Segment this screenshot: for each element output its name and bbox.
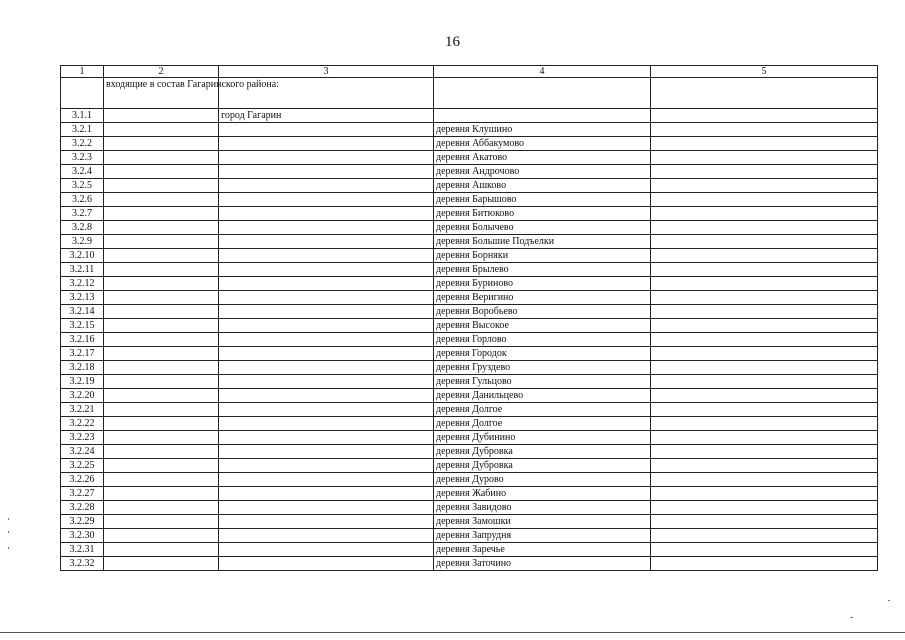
cell-col5 xyxy=(651,151,878,165)
cell-col2 xyxy=(104,277,219,291)
column-header-4: 4 xyxy=(434,66,651,78)
table-row xyxy=(61,235,878,249)
row-number: 3.2.15 xyxy=(61,319,104,333)
city-name xyxy=(219,515,434,529)
cell-col5 xyxy=(651,137,878,151)
village-name: деревня Жабино xyxy=(434,487,651,501)
table-row xyxy=(61,151,878,165)
table-row xyxy=(61,305,878,319)
village-name: деревня Городок xyxy=(434,347,651,361)
cell-col2 xyxy=(104,123,219,137)
row-number: 3.2.4 xyxy=(61,165,104,179)
row-number: 3.2.11 xyxy=(61,263,104,277)
row-number: 3.2.22 xyxy=(61,417,104,431)
village-name: деревня Завидово xyxy=(434,501,651,515)
table-row xyxy=(61,319,878,333)
column-header-3: 3 xyxy=(219,66,434,78)
village-name: деревня Акатово xyxy=(434,151,651,165)
table-row xyxy=(61,473,878,487)
city-name xyxy=(219,417,434,431)
column-number-row xyxy=(61,66,878,78)
row-number: 3.2.30 xyxy=(61,529,104,543)
city-name xyxy=(219,459,434,473)
row-number: 3.2.10 xyxy=(61,249,104,263)
cell-col2 xyxy=(104,179,219,193)
table-row xyxy=(61,193,878,207)
village-name: деревня Дубинино xyxy=(434,431,651,445)
table-row xyxy=(61,417,878,431)
cell-col2 xyxy=(104,305,219,319)
table-row xyxy=(61,459,878,473)
cell-col2 xyxy=(104,193,219,207)
cell-col5 xyxy=(651,291,878,305)
village-name: деревня Долгое xyxy=(434,417,651,431)
village-name: деревня Воробьево xyxy=(434,305,651,319)
row-number: 3.2.5 xyxy=(61,179,104,193)
row-number: 3.2.14 xyxy=(61,305,104,319)
city-name xyxy=(219,249,434,263)
city-name xyxy=(219,291,434,305)
cell-col2 xyxy=(104,361,219,375)
subheader-cell-1 xyxy=(61,78,104,109)
village-name: деревня Болычево xyxy=(434,221,651,235)
village-name: деревня Большие Подъелки xyxy=(434,235,651,249)
cell-col2 xyxy=(104,445,219,459)
row-number: 3.2.28 xyxy=(61,501,104,515)
city-name xyxy=(219,403,434,417)
table-row xyxy=(61,529,878,543)
row-number: 3.2.7 xyxy=(61,207,104,221)
city-name xyxy=(219,473,434,487)
city-name xyxy=(219,151,434,165)
village-name: деревня Запрудня xyxy=(434,529,651,543)
table-row xyxy=(61,501,878,515)
table-row xyxy=(61,543,878,557)
cell-col5 xyxy=(651,487,878,501)
row-number: 3.2.25 xyxy=(61,459,104,473)
table-row xyxy=(61,221,878,235)
village-name: деревня Дурово xyxy=(434,473,651,487)
village-name: деревня Заречье xyxy=(434,543,651,557)
row-number: 3.2.2 xyxy=(61,137,104,151)
scan-speck xyxy=(8,547,9,549)
row-number: 3.2.19 xyxy=(61,375,104,389)
scan-speck xyxy=(850,617,853,618)
row-number: 3.2.21 xyxy=(61,403,104,417)
city-name xyxy=(219,319,434,333)
cell-col5 xyxy=(651,207,878,221)
city-name xyxy=(219,221,434,235)
cell-col5 xyxy=(651,193,878,207)
table-row xyxy=(61,291,878,305)
village-name: деревня Ашково xyxy=(434,179,651,193)
row-number: 3.2.24 xyxy=(61,445,104,459)
scan-speck xyxy=(8,518,9,520)
cell-col2 xyxy=(104,389,219,403)
city-name: город Гагарин xyxy=(219,109,434,123)
row-number: 3.2.3 xyxy=(61,151,104,165)
table-row xyxy=(61,515,878,529)
cell-col5 xyxy=(651,277,878,291)
city-name xyxy=(219,305,434,319)
village-name: деревня Аббакумово xyxy=(434,137,651,151)
cell-col2 xyxy=(104,291,219,305)
table-row xyxy=(61,347,878,361)
table-row xyxy=(61,179,878,193)
cell-col2 xyxy=(104,515,219,529)
row-number: 3.2.13 xyxy=(61,291,104,305)
city-name xyxy=(219,431,434,445)
city-name xyxy=(219,487,434,501)
page-bottom-rule xyxy=(0,632,905,633)
cell-col5 xyxy=(651,473,878,487)
cell-col2 xyxy=(104,109,219,123)
table-row xyxy=(61,333,878,347)
city-name xyxy=(219,445,434,459)
page-number: 16 xyxy=(445,34,460,50)
cell-col2 xyxy=(104,529,219,543)
row-number: 3.2.12 xyxy=(61,277,104,291)
village-name: деревня Дубровка xyxy=(434,445,651,459)
cell-col5 xyxy=(651,389,878,403)
table-row xyxy=(61,361,878,375)
village-name: деревня Горлово xyxy=(434,333,651,347)
village-name: деревня Дубровка xyxy=(434,459,651,473)
city-name xyxy=(219,543,434,557)
scan-speck xyxy=(888,600,890,601)
cell-col5 xyxy=(651,361,878,375)
cell-col5 xyxy=(651,319,878,333)
city-name xyxy=(219,179,434,193)
cell-col5 xyxy=(651,263,878,277)
city-name xyxy=(219,529,434,543)
city-name xyxy=(219,501,434,515)
subheader-cell-4 xyxy=(434,78,651,109)
cell-col2 xyxy=(104,221,219,235)
cell-col2 xyxy=(104,557,219,571)
cell-col5 xyxy=(651,459,878,473)
village-name: деревня Борняки xyxy=(434,249,651,263)
cell-col2 xyxy=(104,207,219,221)
cell-col2 xyxy=(104,417,219,431)
village-name: деревня Заточино xyxy=(434,557,651,571)
cell-col2 xyxy=(104,165,219,179)
city-name xyxy=(219,263,434,277)
cell-col5 xyxy=(651,305,878,319)
settlements-table xyxy=(60,65,878,571)
table-row xyxy=(61,249,878,263)
cell-col5 xyxy=(651,249,878,263)
cell-col5 xyxy=(651,375,878,389)
village-name: деревня Битюково xyxy=(434,207,651,221)
cell-col5 xyxy=(651,221,878,235)
city-name xyxy=(219,207,434,221)
table-row xyxy=(61,165,878,179)
table-row xyxy=(61,403,878,417)
row-number: 3.2.16 xyxy=(61,333,104,347)
row-number: 3.2.1 xyxy=(61,123,104,137)
city-name xyxy=(219,333,434,347)
table-row xyxy=(61,277,878,291)
row-number: 3.2.8 xyxy=(61,221,104,235)
village-name: деревня Гульцово xyxy=(434,375,651,389)
cell-col5 xyxy=(651,445,878,459)
cell-col5 xyxy=(651,333,878,347)
row-number: 3.2.18 xyxy=(61,361,104,375)
row-number: 3.1.1 xyxy=(61,109,104,123)
table-row xyxy=(61,445,878,459)
cell-col2 xyxy=(104,319,219,333)
city-name xyxy=(219,193,434,207)
row-number: 3.2.31 xyxy=(61,543,104,557)
cell-col2 xyxy=(104,501,219,515)
table-row xyxy=(61,487,878,501)
cell-col5 xyxy=(651,403,878,417)
district-subheader: входящие в состав Гагаринского района: xyxy=(104,78,219,109)
village-name: деревня Данильцево xyxy=(434,389,651,403)
city-name xyxy=(219,137,434,151)
row-number: 3.2.26 xyxy=(61,473,104,487)
cell-col2 xyxy=(104,235,219,249)
city-name xyxy=(219,361,434,375)
cell-col2 xyxy=(104,151,219,165)
row-number: 3.2.29 xyxy=(61,515,104,529)
cell-col2 xyxy=(104,263,219,277)
cell-col5 xyxy=(651,347,878,361)
cell-col5 xyxy=(651,515,878,529)
table-row xyxy=(61,137,878,151)
table-row xyxy=(61,431,878,445)
table-row xyxy=(61,389,878,403)
cell-col2 xyxy=(104,431,219,445)
column-header-5: 5 xyxy=(651,66,878,78)
cell-col2 xyxy=(104,403,219,417)
table-row xyxy=(61,207,878,221)
city-name xyxy=(219,123,434,137)
cell-col5 xyxy=(651,109,878,123)
city-name xyxy=(219,557,434,571)
cell-col5 xyxy=(651,543,878,557)
village-name: деревня Замошки xyxy=(434,515,651,529)
cell-col2 xyxy=(104,487,219,501)
cell-col2 xyxy=(104,543,219,557)
village-name xyxy=(434,109,651,123)
cell-col5 xyxy=(651,529,878,543)
village-name: деревня Груздево xyxy=(434,361,651,375)
city-name xyxy=(219,235,434,249)
cell-col2 xyxy=(104,375,219,389)
city-name xyxy=(219,389,434,403)
cell-col2 xyxy=(104,333,219,347)
column-header-2: 2 xyxy=(104,66,219,78)
table-row xyxy=(61,557,878,571)
city-name xyxy=(219,375,434,389)
village-name: деревня Барышово xyxy=(434,193,651,207)
row-number: 3.2.17 xyxy=(61,347,104,361)
cell-col5 xyxy=(651,431,878,445)
cell-col5 xyxy=(651,557,878,571)
row-number: 3.2.20 xyxy=(61,389,104,403)
scan-speck xyxy=(8,531,9,533)
table-row xyxy=(61,123,878,137)
row-number: 3.2.32 xyxy=(61,557,104,571)
cell-col5 xyxy=(651,235,878,249)
village-name: деревня Андрочово xyxy=(434,165,651,179)
district-subheader-row xyxy=(61,78,878,109)
table-row xyxy=(61,263,878,277)
village-name: деревня Буриново xyxy=(434,277,651,291)
row-number: 3.2.9 xyxy=(61,235,104,249)
village-name: деревня Брылево xyxy=(434,263,651,277)
city-name xyxy=(219,277,434,291)
cell-col2 xyxy=(104,459,219,473)
table-row xyxy=(61,375,878,389)
village-name: деревня Клушино xyxy=(434,123,651,137)
row-number: 3.2.6 xyxy=(61,193,104,207)
cell-col2 xyxy=(104,249,219,263)
cell-col5 xyxy=(651,179,878,193)
cell-col5 xyxy=(651,501,878,515)
village-name: деревня Долгое xyxy=(434,403,651,417)
row-number: 3.2.27 xyxy=(61,487,104,501)
cell-col2 xyxy=(104,137,219,151)
city-name xyxy=(219,165,434,179)
row-number: 3.2.23 xyxy=(61,431,104,445)
cell-col5 xyxy=(651,417,878,431)
cell-col2 xyxy=(104,473,219,487)
column-header-1: 1 xyxy=(61,66,104,78)
cell-col5 xyxy=(651,123,878,137)
subheader-cell-5 xyxy=(651,78,878,109)
table-row xyxy=(61,109,878,123)
village-name: деревня Веригино xyxy=(434,291,651,305)
cell-col2 xyxy=(104,347,219,361)
city-name xyxy=(219,347,434,361)
cell-col5 xyxy=(651,165,878,179)
village-name: деревня Высокое xyxy=(434,319,651,333)
